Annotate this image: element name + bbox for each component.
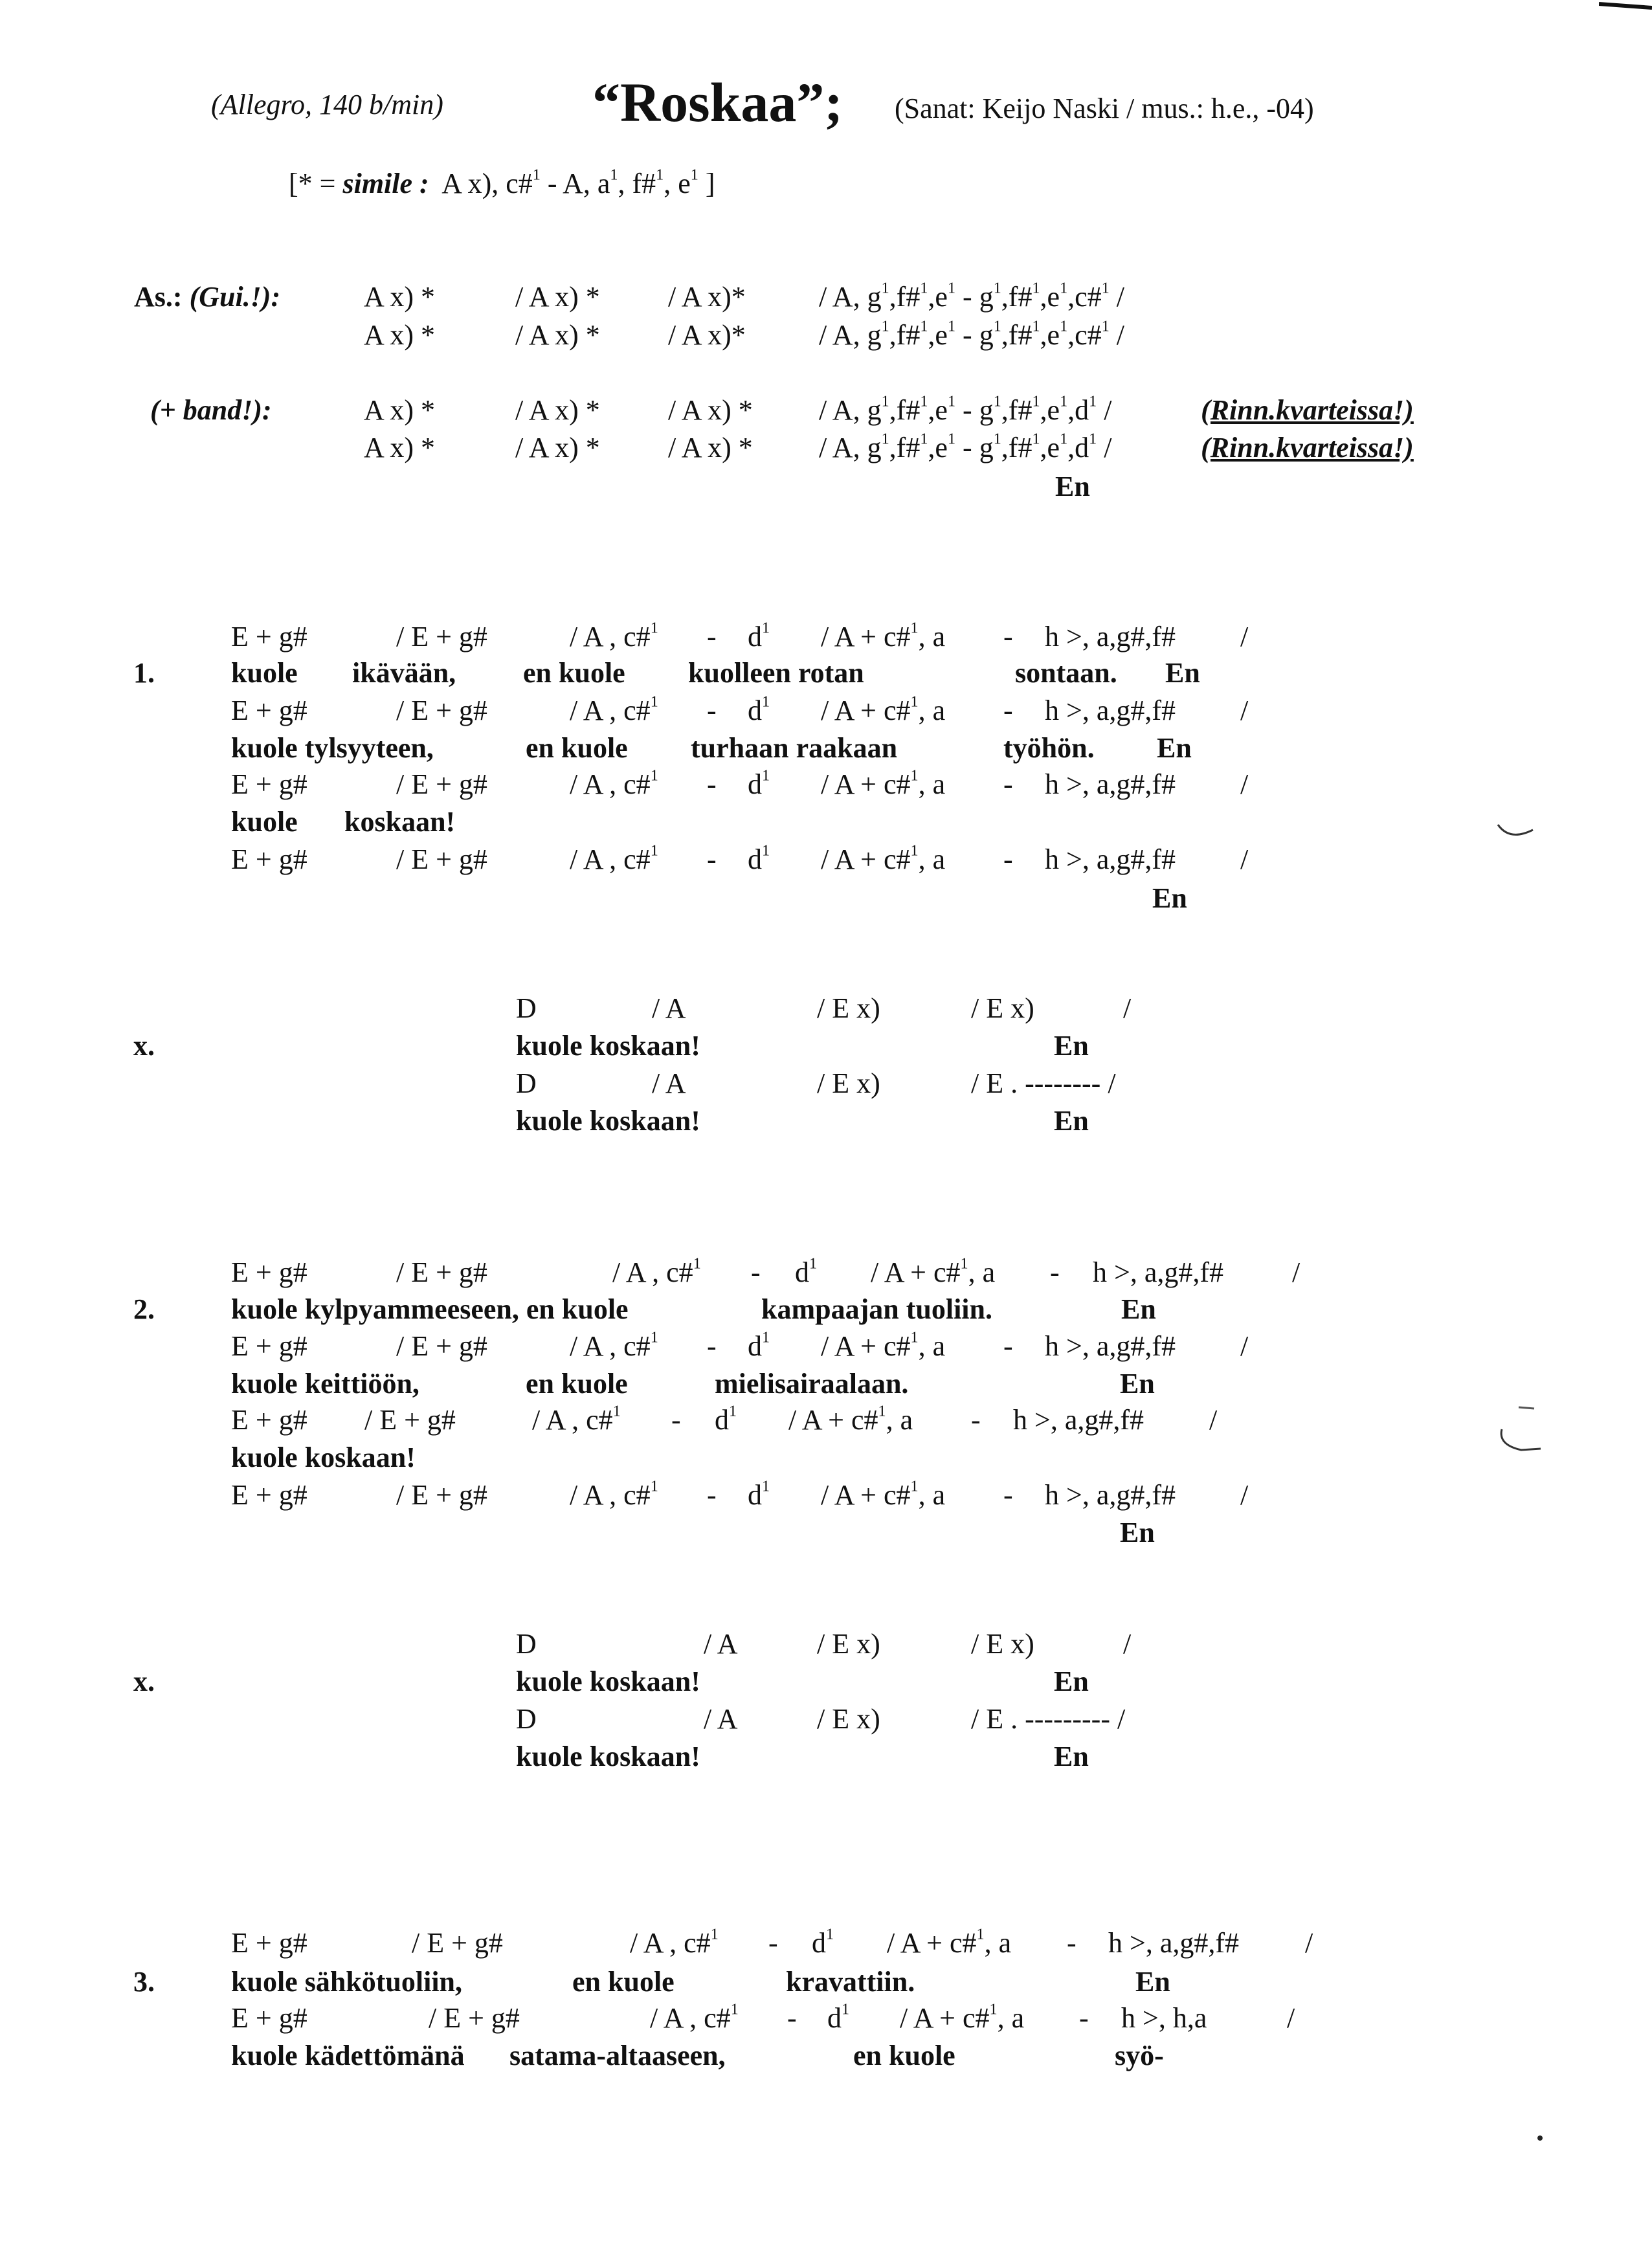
chord-line: -: [971, 1404, 981, 1436]
lyric: satama-altaaseen,: [509, 2040, 726, 2071]
chord-line: -: [707, 1330, 717, 1362]
pencil-mark: [1495, 1405, 1547, 1463]
chord-line: E + g#: [231, 768, 307, 800]
chord-line: / E + g#: [396, 1479, 487, 1511]
chord-line: -: [787, 2002, 797, 2034]
chord-line: -: [1003, 768, 1013, 800]
intro-row-2-c2: / A x) *: [515, 319, 600, 351]
lyric: kuole: [231, 806, 298, 838]
chord-line: / A , c#$^1$: [570, 693, 658, 726]
lyric: en kuole: [572, 1966, 675, 1998]
lyric: En: [1054, 1666, 1089, 1697]
lyric: en kuole: [526, 732, 628, 764]
chord-line: / A , c#$^1$: [650, 2000, 739, 2034]
chord-line: /: [1240, 768, 1249, 800]
chord-line: / A , c#$^1$: [570, 1477, 658, 1511]
intro-row-1-c3: / A x)*: [668, 281, 746, 313]
chord-line: E + g#: [231, 1927, 307, 1959]
chord-line: E + g#: [231, 2002, 307, 2034]
chord-line: /: [1123, 1628, 1132, 1660]
chord-line: / E + g#: [396, 843, 487, 875]
chord-line: $d^1$: [795, 1254, 818, 1288]
chord-line: / E . -------- /: [971, 1067, 1116, 1099]
chord-line: /: [1240, 621, 1249, 652]
chord-line: /: [1240, 1479, 1249, 1511]
chord-line: / A: [704, 1703, 738, 1735]
chord-line: -: [707, 695, 717, 726]
chord-line: h >, a,g#,f#: [1093, 1256, 1223, 1288]
intro-row-2-c4: / A, $g^1,f\#^1,e^1$ - $g^1,f\#^1,e^1,c\#^1$ /: [819, 317, 1125, 351]
chord-line: h >, a,g#,f#: [1045, 843, 1176, 875]
lyric: En: [1054, 1741, 1089, 1772]
lyric: kuole kylpyammeeseen, en kuole: [231, 1293, 629, 1325]
chord-line: / A + c#$^1$, a: [821, 766, 946, 800]
chord-line: -: [1003, 695, 1013, 726]
chord-line: / E + g#: [412, 1927, 503, 1959]
chord-line: /: [1305, 1927, 1313, 1959]
dot-mark: [1535, 2134, 1545, 2143]
chord-line: -: [1003, 1330, 1013, 1362]
lyric: En: [1121, 1293, 1156, 1325]
chord-line: / E + g#: [364, 1404, 456, 1436]
intro-row-4-c4: / A, $g^1,f\#^1,e^1$ - $g^1,f\#^1,e^1,d^1$ /: [819, 430, 1112, 463]
scan-edge-mark: [1599, 0, 1652, 13]
lyric: kravattiin.: [786, 1966, 915, 1998]
lyric: kuolleen rotan: [688, 657, 864, 689]
chord-line: / A + c#$^1$, a: [871, 1254, 996, 1288]
chord-line: / E + g#: [396, 621, 487, 652]
chord-line: E + g#: [231, 843, 307, 875]
lyric: mielisairaalaan.: [715, 1368, 909, 1399]
lyric: kampaajan tuoliin.: [761, 1293, 992, 1325]
intro-row-1-c2: / A x) *: [515, 281, 600, 313]
tempo-marking: (Allegro, 140 b/min): [211, 89, 443, 120]
credits: (Sanat: Keijo Naski / mus.: h.e., -04): [895, 93, 1314, 124]
chord-line: h >, a,g#,f#: [1045, 1479, 1176, 1511]
chord-line: $d^1$: [748, 842, 770, 875]
chord-line: / A + c#$^1$, a: [821, 1477, 946, 1511]
chord-line: / E + g#: [429, 2002, 520, 2034]
lyric: sontaan.: [1015, 657, 1117, 689]
chord-line: / A , c#$^1$: [570, 766, 658, 800]
chord-line: / E x): [817, 992, 880, 1024]
parallel-fourths-note: (Rinn.kvarteissa!): [1201, 432, 1414, 463]
chord-line: -: [768, 1927, 778, 1959]
chord-line: /: [1287, 2002, 1295, 2034]
chord-line: / A + c#$^1$, a: [821, 619, 946, 652]
lyric: turhaan raakaan: [691, 732, 898, 764]
intro-row-3-c3: / A x) *: [668, 394, 753, 426]
chord-line: / E + g#: [396, 768, 487, 800]
chord-line: / E x): [817, 1628, 880, 1660]
lyric: En: [1157, 732, 1192, 764]
chord-line: / A , c#$^1$: [612, 1254, 701, 1288]
chord-line: / A: [652, 992, 686, 1024]
lyric: ikävään,: [352, 657, 456, 689]
chord-line: / A + c#$^1$, a: [887, 1925, 1012, 1959]
lyric: kuole koskaan!: [516, 1105, 700, 1137]
pencil-mark: [1497, 822, 1535, 848]
lyric: en kuole: [526, 1368, 628, 1399]
chord-line: $d^1$: [715, 1402, 737, 1436]
intro-row-3: A x) *: [364, 394, 435, 426]
chord-line: / E x): [971, 992, 1034, 1024]
chord-line: h >, a,g#,f#: [1045, 695, 1176, 726]
chord-line: -: [707, 1479, 717, 1511]
intro-row-4: A x) *: [364, 432, 435, 463]
intro-row-2-c3: / A x)*: [668, 319, 746, 351]
chord-line: / A + c#$^1$, a: [821, 842, 946, 875]
chord-line: D: [516, 1703, 537, 1735]
verse-number: 3.: [133, 1966, 155, 1998]
chord-line: / E x): [817, 1703, 880, 1735]
chord-line: -: [1003, 621, 1013, 652]
lyric: kuole koskaan!: [231, 1442, 416, 1473]
chord-line: E + g#: [231, 695, 307, 726]
chord-line: D: [516, 1628, 537, 1660]
chord-line: / A: [704, 1628, 738, 1660]
chord-line: $d^1$: [748, 693, 770, 726]
chord-line: $d^1$: [748, 1477, 770, 1511]
chord-line: -: [671, 1404, 681, 1436]
intro-label-guitar: As.: (Gui.!):: [134, 281, 281, 313]
chord-line: / E x): [971, 1628, 1034, 1660]
lyric: En: [1165, 657, 1200, 689]
lyric: en kuole: [523, 657, 625, 689]
chord-line: / E + g#: [396, 1330, 487, 1362]
chord-line: / A + c#$^1$, a: [821, 693, 946, 726]
chord-line: / E + g#: [396, 695, 487, 726]
chord-line: D: [516, 1067, 537, 1099]
chord-line: h >, a,g#,f#: [1013, 1404, 1144, 1436]
lyric: syö-: [1115, 2040, 1164, 2071]
chord-line: -: [1050, 1256, 1060, 1288]
intro-label-band: (+ band!):: [150, 394, 272, 426]
chord-line: $d^1$: [827, 2000, 850, 2034]
intro-row-4-c2: / A x) *: [515, 432, 600, 463]
chord-line: / A: [652, 1067, 686, 1099]
chord-line: $d^1$: [748, 619, 770, 652]
lyric: työhön.: [1003, 732, 1095, 764]
chord-line: E + g#: [231, 1404, 307, 1436]
lyric: koskaan!: [344, 806, 456, 838]
intro-row-3-c4: / A, $g^1,f\#^1,e^1$ - $g^1,f\#^1,e^1,d^1$ /: [819, 392, 1112, 426]
chord-line: / A , c#$^1$: [532, 1402, 621, 1436]
lyric: kuole kädettömänä: [231, 2040, 465, 2071]
chord-line: /: [1292, 1256, 1300, 1288]
chord-line: / A , c#$^1$: [630, 1925, 719, 1959]
chord-line: E + g#: [231, 1256, 307, 1288]
chord-line: -: [1003, 1479, 1013, 1511]
lyric: En: [1135, 1966, 1170, 1998]
chord-line: -: [707, 843, 717, 875]
chord-line: D: [516, 992, 537, 1024]
chord-line: E + g#: [231, 1330, 307, 1362]
chord-line: / A + c#$^1$, a: [900, 2000, 1025, 2034]
chord-line: -: [1003, 843, 1013, 875]
lyric: En: [1152, 882, 1187, 914]
chord-line: / A + c#$^1$, a: [821, 1328, 946, 1362]
lyric: kuole koskaan!: [516, 1666, 700, 1697]
page-title: “Roskaa”;: [592, 71, 843, 133]
chord-line: /: [1123, 992, 1132, 1024]
chord-line: /: [1240, 1330, 1249, 1362]
lyric: kuole: [231, 657, 298, 689]
lyric: en kuole: [853, 2040, 955, 2071]
lyric: En: [1120, 1368, 1155, 1399]
chord-line: /: [1209, 1404, 1218, 1436]
chord-line: / E + g#: [396, 1256, 487, 1288]
chord-line: -: [751, 1256, 761, 1288]
chord-line: h >, a,g#,f#: [1045, 768, 1176, 800]
lyric: kuole sähkötuoliin,: [231, 1966, 463, 1998]
chord-line: $d^1$: [748, 1328, 770, 1362]
chord-line: -: [1079, 2002, 1089, 2034]
parallel-fourths-note: (Rinn.kvarteissa!): [1201, 394, 1414, 426]
lyric: kuole keittiöön,: [231, 1368, 419, 1399]
chord-line: $d^1$: [812, 1925, 834, 1959]
lyric: kuole tylsyyteen,: [231, 732, 434, 764]
intro-row-1: A x) *: [364, 281, 435, 313]
chord-line: / A , c#$^1$: [570, 842, 658, 875]
chord-line: / E . --------- /: [971, 1703, 1126, 1735]
chord-line: E + g#: [231, 1479, 307, 1511]
chord-line: h >, a,g#,f#: [1045, 1330, 1176, 1362]
lyric: kuole koskaan!: [516, 1030, 700, 1062]
chord-line: $d^1$: [748, 766, 770, 800]
lyric: kuole koskaan!: [516, 1741, 700, 1772]
lyric: En: [1120, 1517, 1155, 1548]
verse-number: 1.: [133, 657, 155, 689]
chord-line: h >, h,a: [1121, 2002, 1207, 2034]
intro-row-3-c2: / A x) *: [515, 394, 600, 426]
lyric: En: [1054, 1105, 1089, 1137]
chord-line: / E x): [817, 1067, 880, 1099]
intro-en: En: [1055, 471, 1090, 502]
lyric: En: [1054, 1030, 1089, 1062]
chord-line: -: [707, 768, 717, 800]
chorus-number: x.: [133, 1666, 155, 1697]
intro-row-4-c3: / A x) *: [668, 432, 753, 463]
simile-legend: [* = simile : A x), c#$^1$ - A, $a^1$, f#$^1$, $e^1$ ]: [289, 166, 715, 199]
verse-number: 2.: [133, 1293, 155, 1325]
intro-row-2: A x) *: [364, 319, 435, 351]
chord-line: / A , c#$^1$: [570, 619, 658, 652]
chord-line: / A , c#$^1$: [570, 1328, 658, 1362]
chord-line: /: [1240, 843, 1249, 875]
chord-line: h >, a,g#,f#: [1045, 621, 1176, 652]
chorus-number: x.: [133, 1030, 155, 1062]
intro-row-1-c4: / A, $g^1,f\#^1,e^1$ - $g^1,f\#^1,e^1,c\#^1$ /: [819, 279, 1125, 313]
chord-line: /: [1240, 695, 1249, 726]
chord-line: -: [707, 621, 717, 652]
chord-line: -: [1067, 1927, 1077, 1959]
chord-line: h >, a,g#,f#: [1108, 1927, 1239, 1959]
chord-line: / A + c#$^1$, a: [788, 1402, 913, 1436]
chord-line: E + g#: [231, 621, 307, 652]
